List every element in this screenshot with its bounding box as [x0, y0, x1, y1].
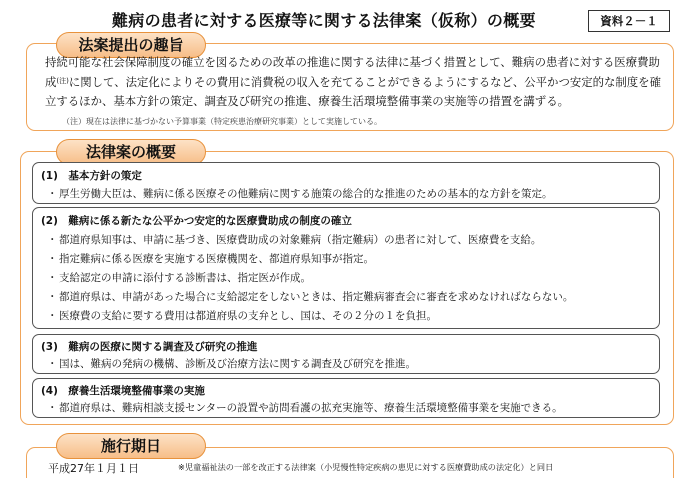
list-item-text: 都道府県知事は、申請に基づき、医療費助成の対象難病（指定難病）の患者に対して、医療費を支給。 — [59, 234, 542, 246]
section-2-item-5 — [47, 308, 437, 323]
purpose-note-marker: (注) — [56, 77, 69, 85]
section-4-item-1 — [47, 400, 563, 415]
overview-section-3 — [32, 334, 660, 374]
document-title: 難病の患者に対する医療等に関する法律案（仮称）の概要 — [112, 11, 536, 30]
document-reference-tag: 資料２－１ — [588, 10, 670, 32]
purpose-footnote: （注）現在は法律に基づかない予算事業（特定疾患治療研究事業）として実施している。 — [62, 117, 382, 126]
bullet-marker: ・ — [47, 402, 58, 414]
section-1-heading: (1) 基本方針の策定 — [41, 170, 142, 182]
overview-section-2 — [32, 207, 660, 329]
section-2-item-4 — [47, 289, 573, 304]
purpose-section-label: 法案提出の趣旨 — [56, 32, 206, 58]
section-3-heading: (3) 難病の医療に関する調査及び研究の推進 — [41, 341, 258, 353]
effective-date-value: 平成27年１月１日 — [48, 462, 139, 475]
bullet-marker: ・ — [47, 291, 58, 303]
effective-date-note: ※児童福祉法の一部を改正する法律案（小児慢性特定疾病の患児に対する医療費助成の法定化）と同日 — [178, 462, 554, 472]
bullet-marker: ・ — [47, 234, 58, 246]
section-2-item-2 — [47, 251, 374, 266]
overview-section-1 — [32, 162, 660, 204]
section-2-item-3 — [47, 270, 311, 285]
overview-section-label: 法律案の概要 — [56, 139, 206, 165]
list-item-text: 国は、難病の発病の機構、診断及び治療方法に関する調査及び研究を推進。 — [59, 358, 416, 370]
list-item-text: 医療費の支給に要する費用は都道府県の支弁とし、国は、その２分の１を負担。 — [59, 310, 437, 322]
list-item-text: 厚生労働大臣は、難病に係る医療その他難病に関する施策の総合的な推進のための基本的な方針を策定。 — [59, 188, 553, 200]
overview-section-4 — [32, 378, 660, 418]
list-item-text: 都道府県は、申請があった場合に支給認定をしないときは、指定難病審査会に審査を求めなければならない。 — [59, 291, 574, 303]
section-2-heading: (2) 難病に係る新たな公平かつ安定的な医療費助成の制度の確立 — [41, 215, 352, 227]
bullet-marker: ・ — [47, 188, 58, 200]
list-item-text: 指定難病に係る医療を実施する医療機関を、都道府県知事が指定。 — [59, 253, 374, 265]
list-item-text: 都道府県は、難病相談支援センターの設置や訪問看護の拡充実施等、療養生活環境整備事業を実施できる。 — [59, 402, 563, 414]
purpose-body-part1: 持続可能な社会保障制度の確立を図るための改革の推進に関する法律に基づく措置として、難病の患者に対する医療費助成 — [45, 55, 660, 89]
purpose-body-part2: に関して、法定化によりその費用に消費税の収入を充てることができるようにするなど、公平かつ安定的な制度を確立するほか、基本方針の策定、調査及び研究の推進、療養生活環境整備事業の実施等の措置を講ずる。 — [45, 75, 661, 108]
section-4-heading: (4) 療養生活環境整備事業の実施 — [41, 385, 205, 397]
purpose-body — [45, 53, 665, 111]
section-1-item-1 — [47, 186, 553, 201]
bullet-marker: ・ — [47, 310, 58, 322]
bullet-marker: ・ — [47, 253, 58, 265]
list-item-text: 支給認定の申請に添付する診断書は、指定医が作成。 — [59, 272, 311, 284]
bullet-marker: ・ — [47, 272, 58, 284]
bullet-marker: ・ — [47, 358, 58, 370]
effective-date-section-label: 施行期日 — [56, 433, 206, 459]
section-2-item-1 — [47, 232, 541, 247]
section-3-item-1 — [47, 356, 416, 371]
